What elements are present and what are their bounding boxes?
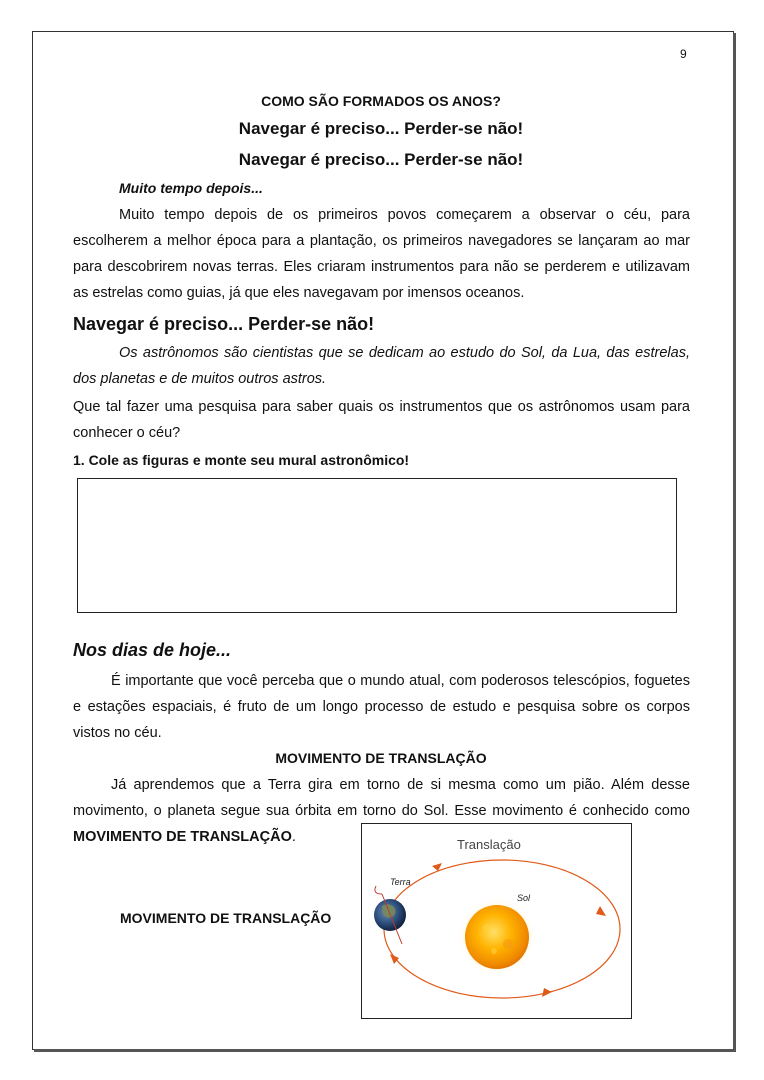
page-shadow-right: [733, 33, 736, 1052]
page-shadow-bottom: [34, 1049, 736, 1052]
paragraph-translacao-text: Já aprendemos que a Terra gira em torno de si mesma como um pião. Além desse movimento, o planeta segue sua órbita em torno do Sol. Esse movimento é conhecido como: [73, 777, 690, 819]
paragraph-navegadores: Muito tempo depois de os primeiros povos começarem a observar o céu, para escolherem a melhor época para a plantação, os primeiros navegadores se lançaram ao mar para descobrirem novas terras. Eles criaram instrumentos para não se perderem e utilizavam as estrelas como guias, já que eles navegavam por imensos oceanos.: [73, 207, 690, 301]
translation-figure: [361, 823, 632, 1019]
subtitle-2: Navegar é preciso... Perder-se não!: [238, 150, 524, 169]
paragraph-mundo-atual: É importante que você perceba que o mundo atual, com poderosos telescópios, foguetes e estações espaciais, é fruto de um longo processo de estudo e pesquisa sobre os corpos vistos no céu.: [73, 673, 690, 741]
sun-icon: [465, 905, 529, 969]
translacao-bold-term: MOVIMENTO DE TRANSLAÇÃO: [73, 829, 292, 845]
page-number: 9: [680, 47, 687, 61]
translation-diagram: [362, 824, 633, 1020]
sun-label: Sol: [517, 893, 531, 903]
document-title: COMO SÃO FORMADOS OS ANOS?: [261, 93, 501, 109]
earth-label: Terra: [390, 877, 411, 887]
activity-instruction: 1. Cole as figuras e monte seu mural astronômico!: [73, 452, 410, 468]
paragraph-astronomos: Os astrônomos são cientistas que se dedicam ao estudo do Sol, da Lua, das estrelas, dos planetas e de muitos outros astros.: [73, 345, 690, 387]
paragraph-pesquisa: Que tal fazer uma pesquisa para saber quais os instrumentos que os astrônomos usam para conhecer o céu?: [73, 399, 690, 441]
mural-paste-area: [77, 478, 677, 613]
section-heading-dias-de-hoje: Nos dias de hoje...: [73, 640, 232, 660]
orbit-arrow-icon: [596, 906, 606, 916]
section-heading-muito-tempo: Muito tempo depois...: [119, 180, 263, 196]
figure-caption-left: MOVIMENTO DE TRANSLAÇÃO: [120, 910, 332, 926]
orbit-arrow-icon: [390, 954, 399, 964]
figure-title: Translação: [457, 837, 521, 852]
orbit-arrow-icon: [542, 988, 552, 997]
section-heading-navegar: Navegar é preciso... Perder-se não!: [73, 314, 375, 334]
paragraph-period: .: [291, 829, 296, 845]
subtitle-1: Navegar é preciso... Perder-se não!: [238, 119, 524, 138]
section-heading-translacao: MOVIMENTO DE TRANSLAÇÃO: [275, 750, 487, 766]
